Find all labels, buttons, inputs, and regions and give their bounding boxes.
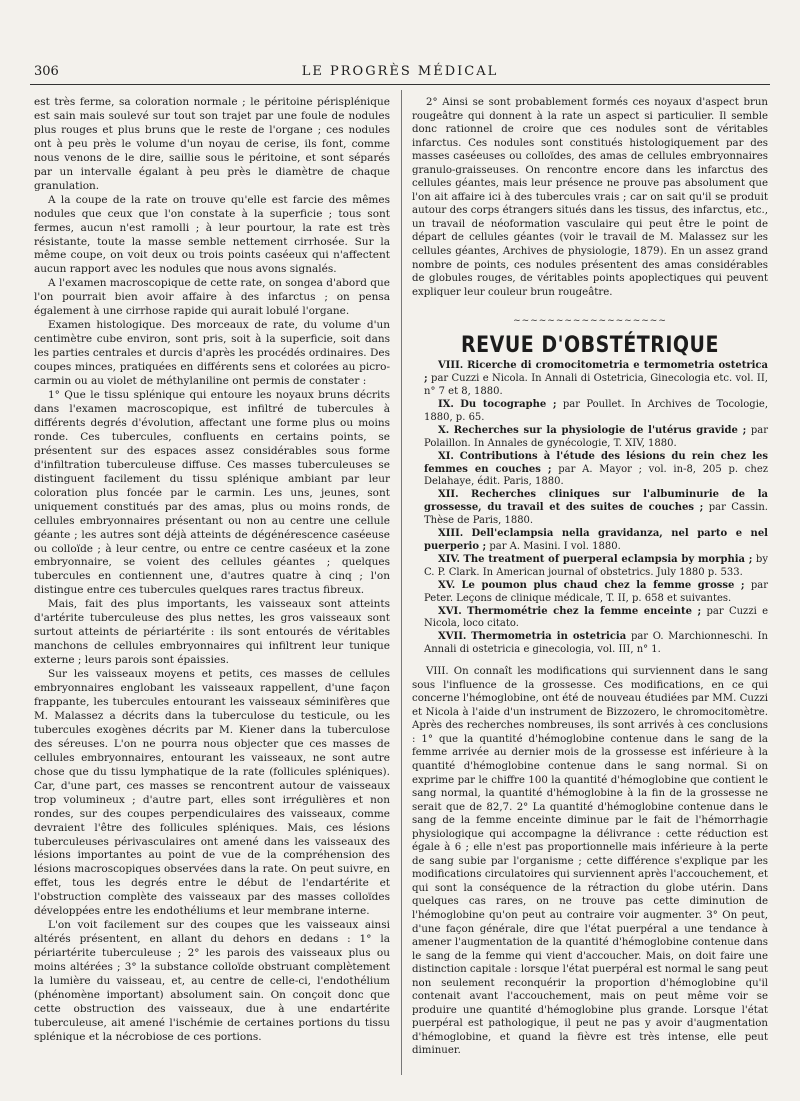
header-rule (30, 84, 770, 85)
bibliography-list (412, 360, 768, 657)
bibliography-entry: XVI. Thermométrie chez la femme enceinte ; par Cuzzi e Nicola, loco citato. (424, 605, 768, 630)
paragraph: est très ferme, sa coloration normale ; le péritoine périsplénique est sain mais soulevé sur tout son trajet par une foule de nodules plus rouges et plus bruns que le reste de l'organe ; ces nodules ont à peu près le volume d'un noyau de cerise, ils font, comme nous venons de le dire, saillie sous le péritoine, et sont séparés par un intervalle égalant à peu près le diamètre de chaque granulation. (34, 96, 390, 192)
paragraph: 2° Ainsi se sont probablement formés ces noyaux d'aspect brun rougeâtre qui donnent à la rate un aspect si particulier. Il semble donc rationnel de croire que ces nodules sont de véritables infarctus. Ces nodules sont constitués histologiquement par des masses caséeuses ou colloïdes, des amas de cellules embryonnaires granulo-graisseuses. On rencontre encore dans les infarctus des cellules géantes, mais leur présence ne prouve pas absolument que l'on ait affaire ici à des tubercules vrais ; car on sait qu'il se produit autour des corps étrangers situés dans les tissus, des infarctus, etc., un travail de néoformation vasculaire qui peut être le point de départ de cellules géantes (voir le travail de M. Malassez sur les cellules géantes, Archives de physiologie, 1879). En un assez grand nombre de points, ces nodules présentent des amas considérables de globules rouges, de véritables points apoplectiques qui peuvent expliquer leur couleur brun rougeâtre. (412, 97, 768, 298)
right-column (412, 96, 768, 1058)
paragraph: A l'examen macroscopique de cette rate, on songea d'abord que l'on pourrait bien avoir affaire à des infarctus ; on pensa également à une cirrhose rapide qui aurait lobulé l'organe. (34, 277, 390, 318)
bibliography-entry: VIII. Ricerche di cromocitometria e termometria ostetrica ; par Cuzzi e Nicola. In Annali di Ostetricia, Ginecologia etc. vol. II, n° 7 et 8, 1880. (424, 360, 768, 398)
ornament-divider: ~~~~~~~~~~~~~~~~~~ (513, 316, 667, 327)
paragraph: A la coupe de la rate on trouve qu'elle est farcie des mêmes nodules que ceux que l'on constate à la superficie ; tous sont fermes, aucun n'est ramolli ; à leur pourtour, la rate est très résistante, toute la masse semble nettement cirrhosée. Sur la même coupe, on voit deux ou trois points caséeux qui n'affectent aucun rapport avec les nodules que nous avons signalés. (34, 193, 390, 276)
paragraph: Sur les vaisseaux moyens et petits, ces masses de cellules embryonnaires englobant les vaisseaux rappellent, d'une façon frappante, les tubercules entourant les vaisseaux séminifères que M. Malassez a décrits dans la tuberculose du testicule, ou les tubercules exogènes décrits par M. Kiener dans la tuberculose des séreuses. L'on ne pourra nous objecter que ces masses de cellules embryonnaires, entourant les vaisseaux, ne sont autre chose que du tissu lymphatique de la rate (follicules spléniques). Car, d'une part, ces masses se rencontrent autour de vaisseaux trop volumineux ; d'autre part, elles sont irrégulières et non rondes, sur des coupes perpendiculaires des vaisseaux, comme devraient l'être des follicules spléniques. Mais, ces lésions tuberculeuses périvasculaires ont amené dans les vaisseaux des lésions importantes au point de vue de la compréhension des lésions macroscopiques observées dans la rate. On peut suivre, en effet, tous les degrés entre le début de l'endartérite et l'obstruction complète des vaisseaux par des masses colloïdes développées entre les endothéliums et leur membrane interne. (34, 668, 390, 918)
paragraph: Examen histologique. Des morceaux de rate, du volume d'un centimètre cube environ, sont pris, soit à la superficie, soit dans les parties centrales et durcis d'après les procédés ordinaires. Des coupes minces, pratiquées en différents sens et colorées au picro-carmin ou au violet de méthylaniline ont permis de constater : (34, 319, 390, 388)
paragraph: VIII. On connaît les modifications qui surviennent dans le sang sous l'influence de la grossesse. Ces modifications, en ce qui concerne l'hémoglobine, ont été de nouveau étudiées par MM. Cuzzi et Nicola à l'aide d'un instrument de Bizzozero, le chromocitomètre. Après des recherches nombreuses, ils sont arrivés à ces conclusions : 1° que la quantité d'hémoglobine contenue dans le sang de la femme arrivée au dernier mois de la grossesse est inférieure à la quantité d'hémoglobine contenue dans le sang normal. Si on exprime par le chiffre 100 la quantité d'hémoglobine que contient le sang normal, la quantité d'hémoglobine à la fin de la grossesse ne serait que de 82,7. 2° La quantité d'hémoglobine contenue dans le sang de la femme enceinte diminue par le fait de l'hémorrhagie physiologique qui accompagne la délivrance : cette réduction est égale à 6 ; elle n'est pas proportionnelle mais inférieure à la perte de sang subie par l'organisme ; cette différence s'explique par les modifications circulatoires qui surviennent après l'accouchement, et qui sont la conséquence de la rétraction du globe utérin. Dans quelques cas rares, on ne trouve pas cette diminution de l'hémoglobine qu'on peut au contraire voir augmenter. 3° On peut, d'une façon générale, dire que l'état puerpéral a une tendance à amener l'augmentation de la quantité d'hémoglobine contenue dans le sang de la femme qui vient d'accoucher. Mais, on doit faire une distinction capitale : lorsque l'état puerpéral est normal le sang peut non seulement reconquérir la proportion d'hémoglobine qu'il contenait avant l'accouchement, mais on peut même voir se produire une quantité d'hémoglobine plus grande. Lorsque l'état puerpéral est pathologique, il peut ne pas y avoir d'augmentation d'hémoglobine, et quand la fièvre est très intense, elle peut diminuer. (412, 666, 768, 1057)
bibliography-entry: XV. Le poumon plus chaud chez la femme grosse ; par Peter. Leçons de clinique médicale, T. II, p. 658 et suivantes. (424, 579, 769, 604)
bibliography-entry: X. Recherches sur la physiologie de l'utérus gravide ; par Polaillon. In Annales de gynécologie, T. XIV, 1880. (424, 424, 768, 449)
left-column (34, 96, 390, 1045)
bibliography-entry: IX. Du tocographe ; par Poullet. In Archives de Tocologie, 1880, p. 65. (424, 399, 769, 423)
column-divider (401, 90, 402, 1075)
running-title: LE PROGRÈS MÉDICAL (301, 64, 499, 79)
paragraph: Mais, fait des plus importants, les vaisseaux sont atteints d'artérite tuberculeuse des plus nettes, les gros vaisseaux sont surtout atteints de périartérite : ils sont entourés de véritables manchons de cellules embryonnaires qui infiltrent leur tunique externe ; leurs parois sont épaissies. (34, 598, 390, 667)
section-title: REVUE D'OBSTÉTRIQUE (461, 331, 719, 358)
paragraph: 1° Que le tissu splénique qui entoure les noyaux bruns décrits dans l'examen macroscopique, est infiltré de tubercules à différents degrés d'évolution, affectant une forme plus ou moins ronde. Ces tubercules, confluents en certains points, se présentent sur des espaces assez considérables sous forme d'infiltration tuberculeuse diffuse. Ces masses tuberculeuses se distinguent facilement du tissu splénique ambiant par leur coloration plus foncée par le carmin. Les uns, jeunes, sont uniquement constitués par des amas, plus ou moins ronds, de cellules embryonnaires présentant ou non au centre une cellule géante ; les autres sont déjà atteints de dégénérescence caséeuse ou colloïde ; à leur centre, ou entre ce centre caséeux et la zone embryonnaire, se voient des cellules géantes ; quelques tubercules en contiennent une, d'autres quatre à cinq ; l'on distingue entre ces tubercules quelques rares tractus fibreux. (34, 389, 390, 597)
bibliography-entry: XI. Contributions à l'étude des lésions du rein chez les femmes en couches ; par A. Mayor ; vol. in-8, 205 p. chez Delahaye, édit. Paris, 1880. (424, 450, 769, 488)
bibliography-entry: XIV. The treatment of puerperal eclampsia by morphia ; by C. P. Clark. In American journal of obstetrics. July 1880 p. 533. (424, 553, 768, 578)
bibliography-entry: XIII. Dell'eclampsia nella gravidanza, nel parto e nel puerperio ; par A. Masini. I vol. 1880. (424, 528, 768, 552)
paragraph: L'on voit facilement sur des coupes que les vaisseaux ainsi altérés présentent, en allant du dehors en dedans : 1° la périartérite tuberculeuse ; 2° les parois des vaisseaux plus ou moins altérées ; 3° la substance colloïde obstruant complètement la lumière du vaisseau, et, au centre de celle-ci, l'endothélium (phénomène important) absolument sain. On conçoit donc que cette obstruction des vaisseaux, due à une endartérite tuberculeuse, ait amené l'ischémie de certaines portions du tissu splénique et la nécrobiose de ces portions. (34, 919, 390, 1043)
page-number: 306 (34, 64, 59, 79)
bibliography-entry: XVII. Thermometria in ostetricia par O. Marchionneschi. In Annali di ostetricia e ginecologia, vol. III, n° 1. (424, 631, 768, 656)
bibliography-entry: XII. Recherches cliniques sur l'albuminurie de la grossesse, du travail et des suites de couches ; par Cassin. Thèse de Paris, 1880. (424, 489, 768, 527)
